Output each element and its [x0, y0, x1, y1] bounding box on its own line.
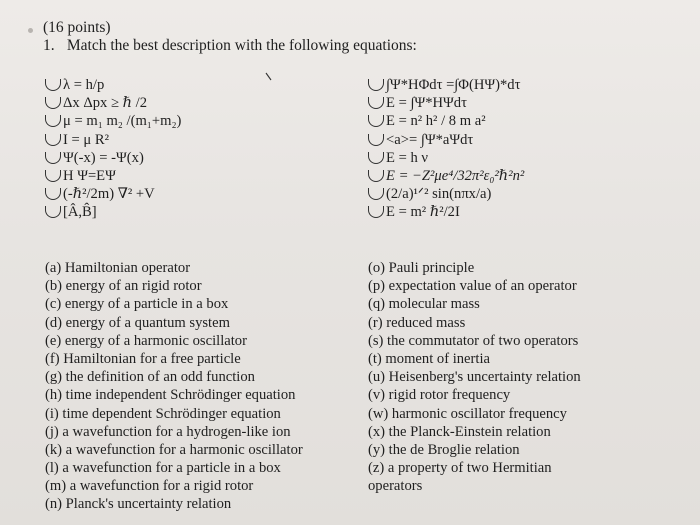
right-description-list — [368, 259, 581, 495]
answer-blank[interactable] — [368, 115, 384, 127]
description-item: (f) Hamiltonian for a free particle — [45, 350, 241, 367]
description-item: (g) the definition of an odd function — [45, 369, 255, 386]
description-item: (v) rigid rotor frequency — [368, 387, 511, 404]
description-item: (t) moment of inertia — [368, 350, 490, 367]
answer-blank[interactable] — [368, 79, 384, 91]
description-item: (z) a property of two Hermitian — [368, 460, 552, 477]
equation-row — [45, 94, 181, 112]
equation-row — [45, 131, 181, 149]
description-item: (b) energy of an rigid rotor — [45, 278, 202, 295]
equation-row — [368, 112, 524, 130]
description-item: (n) Planck's uncertainty relation — [45, 496, 232, 513]
question-heading — [43, 37, 417, 55]
description-item: (i) time dependent Schrödinger equation — [45, 405, 281, 422]
description-item: (e) energy of a harmonic oscillator — [45, 332, 247, 349]
description-item: (k) a wavefunction for a harmonic oscillator — [45, 441, 303, 458]
answer-blank[interactable] — [45, 170, 61, 182]
equation-row — [45, 76, 181, 94]
equation-row — [368, 94, 524, 112]
left-equation-list — [45, 76, 181, 222]
description-item: (x) the Planck-Einstein relation — [368, 423, 551, 440]
equation-row — [368, 167, 524, 185]
description-item: (c) energy of a particle in a box — [45, 296, 229, 313]
pen-mark — [265, 72, 272, 81]
answer-blank[interactable] — [368, 152, 384, 164]
description-item: (q) molecular mass — [368, 296, 480, 313]
question-text: Match the best description with the following equations: — [66, 37, 417, 54]
description-item: operators — [368, 478, 423, 495]
answer-blank[interactable] — [45, 115, 61, 127]
answer-blank[interactable] — [45, 152, 61, 164]
answer-blank[interactable] — [368, 134, 384, 146]
equation-row — [368, 76, 524, 94]
equation-text: H Ψ=EΨ — [63, 167, 116, 184]
equation-text: Δx Δpx ≥ ℏ /2 — [63, 95, 148, 112]
equation-row — [368, 149, 524, 167]
equation-text: E = −Z²μe⁴/32π²ε₀²ℏ²n² — [386, 167, 525, 184]
equation-text: λ = h/p — [63, 77, 105, 93]
equation-row — [45, 167, 181, 185]
equation-text: <a>= ∫Ψ*aΨdτ — [386, 131, 474, 148]
margin-dot — [28, 28, 33, 33]
answer-blank[interactable] — [45, 188, 61, 200]
equation-text: [Â,B̂] — [63, 204, 97, 221]
answer-blank[interactable] — [368, 170, 384, 182]
answer-blank[interactable] — [368, 97, 384, 109]
description-item: (s) the commutator of two operators — [368, 332, 579, 349]
equation-text: E = m² ℏ²/2I — [386, 204, 460, 221]
answer-blank[interactable] — [368, 188, 384, 200]
description-item: (r) reduced mass — [368, 314, 466, 331]
description-item: (a) Hamiltonian operator — [45, 260, 191, 276]
description-item: (u) Heisenberg's uncertainty relation — [368, 369, 581, 386]
equation-text: (2/a)¹ᐟ² sin(nπx/a) — [386, 186, 492, 203]
equation-text: ∫Ψ*HΦdτ =∫Φ(HΨ)*dτ — [386, 77, 521, 93]
equation-row — [45, 185, 181, 203]
equation-row — [45, 112, 181, 130]
equation-row — [368, 185, 524, 203]
description-item: (o) Pauli principle — [368, 260, 475, 276]
equation-row — [368, 131, 524, 149]
equation-text: E = ∫Ψ*HΨdτ — [386, 95, 467, 112]
answer-blank[interactable] — [45, 206, 61, 218]
left-description-list — [45, 259, 303, 514]
equation-row — [45, 149, 181, 167]
description-item: (l) a wavefunction for a particle in a box — [45, 460, 281, 477]
answer-blank[interactable] — [45, 97, 61, 109]
description-item: (j) a wavefunction for a hydrogen-like ion — [45, 423, 291, 440]
equation-text: E = h ν — [386, 149, 428, 166]
answer-blank[interactable] — [45, 79, 61, 91]
question-number: 1. — [43, 37, 55, 54]
right-equation-list — [368, 76, 524, 222]
description-item: (y) the de Broglie relation — [368, 441, 520, 458]
equation-text: I = μ R² — [63, 131, 109, 148]
answer-blank[interactable] — [45, 134, 61, 146]
equation-text: μ = m₁ m₂ /(m₁+m₂) — [63, 113, 182, 130]
description-item: (p) expectation value of an operator — [368, 278, 577, 295]
equation-row — [368, 203, 524, 221]
equation-text: E = n² h² / 8 m a² — [386, 113, 486, 130]
description-item: (h) time independent Schrödinger equation — [45, 387, 296, 404]
equation-text: (-ℏ²/2m) ∇² +V — [63, 186, 155, 203]
description-item: (w) harmonic oscillator frequency — [368, 405, 567, 422]
description-item: (d) energy of a quantum system — [45, 314, 230, 331]
equation-row — [45, 203, 181, 221]
description-item: (m) a wavefunction for a rigid rotor — [45, 478, 254, 495]
equation-text: Ψ(-x) = -Ψ(x) — [63, 149, 144, 166]
answer-blank[interactable] — [368, 206, 384, 218]
points-label: (16 points) — [43, 19, 111, 36]
